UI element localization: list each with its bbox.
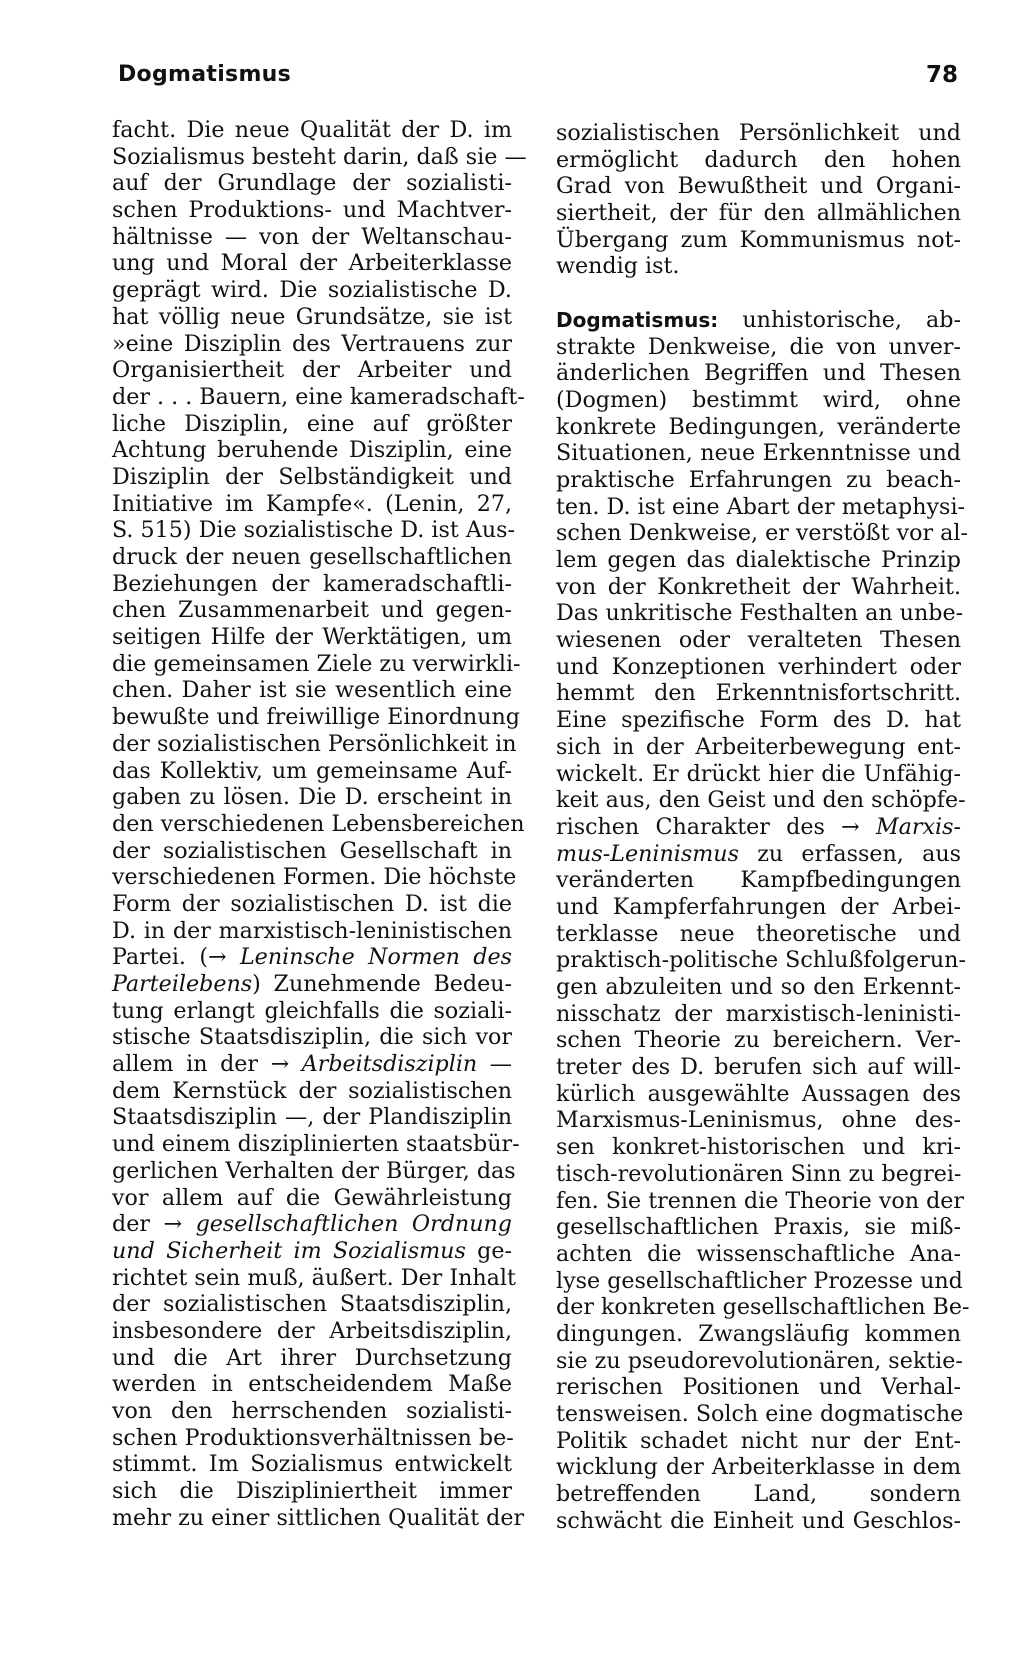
text-line: dem Kernstück der sozialistischen <box>112 1077 512 1104</box>
text-line: betreffenden Land, sondern <box>556 1481 961 1508</box>
text-line <box>112 1238 512 1265</box>
cross-reference-link[interactable]: und Sicherheit im Sozialismus <box>112 1237 466 1264</box>
text-line <box>556 841 961 868</box>
text-line: praktische Erfahrungen zu beach- <box>556 466 961 493</box>
text-line: tensweisen. Solch eine dogmatische <box>556 1401 964 1427</box>
text-line: insbesondere der Arbeitsdisziplin, <box>112 1317 512 1344</box>
text-line: der konkreten gesellschaftlichen Be- <box>556 1294 970 1321</box>
text-line: gesellschaftlichen Praxis, sie miß- <box>556 1214 961 1241</box>
text-line: Das unkritische Festhalten an unbe- <box>556 600 964 627</box>
text-line: Marxismus-Leninismus, ohne des- <box>556 1107 961 1134</box>
text-line: und Kampferfahrungen der Arbei- <box>556 893 961 920</box>
text-line: ten. D. ist eine Abart der metaphysi- <box>556 493 966 520</box>
text-line: siertheit, der für den allmählichen <box>556 200 961 227</box>
text-line: wiesenen oder veralteten Thesen <box>556 627 961 654</box>
text-line: Grad von Bewußtheit und Organi- <box>556 173 961 200</box>
cross-reference-link[interactable]: mus-Leninismus <box>556 840 739 867</box>
text-line: die gemeinsamen Ziele zu verwirkli- <box>112 650 521 677</box>
text-line: das Kollektiv, um gemeinsame Auf- <box>112 757 512 784</box>
text-line: schen Theorie zu bereichern. Ver- <box>556 1027 961 1054</box>
text-line: fen. Sie trennen die Theorie von der <box>556 1187 965 1214</box>
text-line: chen Zusammenarbeit und gegen- <box>112 597 512 624</box>
text-line: schwächt die Einheit und Geschlos- <box>556 1507 961 1534</box>
text-line: werden in entscheidendem Maße <box>112 1371 512 1398</box>
text-line: wickelt. Er drückt hier die Unfähig- <box>556 760 961 787</box>
text-line: Sozialismus besteht darin, daß sie — <box>112 143 527 170</box>
running-head-title: Dogmatismus <box>118 62 292 87</box>
text-line: Übergang zum Kommunismus not- <box>556 226 961 253</box>
text-line: lem gegen das dialektische Prinzip <box>556 547 961 573</box>
text-line: seitigen Hilfe der Werktätigen, um <box>112 624 512 651</box>
text-segment: der <box>112 1211 150 1238</box>
text-line: sich die Diszipliniertheit immer <box>112 1478 512 1505</box>
text-line: D. in der marxistisch-leninistischen <box>112 917 512 944</box>
text-line: verschiedenen Formen. Die höchste <box>112 864 517 891</box>
text-line: Form der sozialistischen D. ist die <box>112 890 512 917</box>
paragraph-gap <box>556 280 961 307</box>
text-line: der . . . Bauern, eine kameradschaft- <box>112 383 525 410</box>
text-segment: rischen Charakter des <box>556 813 825 840</box>
text-line: schen Denkweise, er verstößt vor al- <box>556 520 968 547</box>
text-line: praktisch-politische Schlußfolgerun- <box>556 947 966 974</box>
cross-reference-link[interactable]: Leninsche Normen des <box>239 944 513 971</box>
text-line: Beziehungen der kameradschaftli- <box>112 570 512 597</box>
text-segment: unhistorische, ab- <box>742 306 961 333</box>
text-line: gen abzuleiten und so den Erkennt- <box>556 974 961 1000</box>
entry-first-line <box>556 307 961 334</box>
text-line: Disziplin der Selbständigkeit und <box>112 463 512 490</box>
text-line: mehr zu einer sittlichen Qualität der <box>112 1504 525 1531</box>
right-column <box>556 120 970 1534</box>
text-line: terklasse neue theoretische und <box>556 920 961 947</box>
text-line: Organisiertheit der Arbeiter und <box>112 357 512 384</box>
page-number: 78 <box>925 62 958 88</box>
text-line: Achtung beruhende Disziplin, eine <box>112 437 512 464</box>
text-line: keit aus, den Geist und den schöpfe- <box>556 787 966 814</box>
text-line: nisschatz der marxistisch-leninisti- <box>556 1000 961 1027</box>
text-line: chen. Daher ist sie wesentlich eine <box>112 677 512 704</box>
text-line: sen konkret-historischen und kri- <box>556 1134 961 1161</box>
text-line: rerischen Positionen und Verhal- <box>556 1374 961 1401</box>
text-line: wicklung der Arbeiterklasse in dem <box>556 1454 961 1481</box>
text-segment: ge- <box>477 1237 512 1264</box>
text-line: und Konzeptionen verhindert oder <box>556 653 961 680</box>
text-line <box>556 814 961 841</box>
text-line: der sozialistischen Staatsdisziplin, <box>112 1291 512 1318</box>
text-line: gaben zu lösen. Die D. erscheint in <box>112 784 512 811</box>
text-line: lyse gesellschaftlicher Prozesse und <box>556 1267 963 1294</box>
entry-headword: Dogmatismus: <box>556 307 719 332</box>
text-line: S. 515) Die sozialistische D. ist Aus- <box>112 517 516 544</box>
cross-reference-link[interactable]: gesellschaftlichen Ordnung <box>195 1211 512 1238</box>
text-line: stische Staatsdisziplin, die sich vor <box>112 1024 512 1051</box>
text-segment: — <box>489 1051 512 1078</box>
text-line: dingungen. Zwangsläufig kommen <box>556 1320 961 1347</box>
text-line: sie zu pseudorevolutionären, sektie- <box>556 1347 963 1374</box>
left-column <box>112 117 527 1531</box>
text-line: Staatsdisziplin —, der Plandisziplin <box>112 1104 512 1131</box>
text-line: facht. Die neue Qualität der D. im <box>112 117 512 143</box>
cross-reference-link[interactable]: Parteilebens <box>112 971 253 997</box>
text-line: Situationen, neue Erkenntnisse und <box>556 440 961 467</box>
text-line: von der Konkretheit der Wahrheit. <box>556 573 961 600</box>
text-line: gerlichen Verhalten der Bürger, das <box>112 1157 516 1184</box>
text-line: den verschiedenen Lebensbereichen <box>112 810 525 837</box>
text-line: Initiative im Kampfe«. (Lenin, 27, <box>112 490 512 517</box>
text-line <box>112 1051 512 1078</box>
text-line: Politik schadet nicht nur der Ent- <box>556 1427 961 1454</box>
text-line <box>112 1211 512 1238</box>
text-line: hältnisse — von der Weltanschau- <box>112 223 512 250</box>
text-line: konkrete Bedingungen, veränderte <box>556 413 961 440</box>
text-segment: ) Zunehmende Bedeu- <box>252 971 512 997</box>
text-line: richtet sein muß, äußert. Der Inhalt <box>112 1264 516 1291</box>
arrow-icon: → <box>270 1051 290 1078</box>
text-line: (Dogmen) bestimmt wird, ohne <box>556 386 961 413</box>
running-header <box>118 62 958 98</box>
text-line: hemmt den Erkenntnisfortschritt. <box>556 680 961 707</box>
text-line: ung und Moral der Arbeiterklasse <box>112 250 512 277</box>
text-segment: Partei. ( <box>112 944 208 971</box>
cross-reference-link[interactable]: Arbeitsdisziplin <box>301 1051 478 1078</box>
text-line: der sozialistischen Gesellschaft in <box>112 837 512 864</box>
text-line: stimmt. Im Sozialismus entwickelt <box>112 1451 512 1478</box>
text-line: geprägt wird. Die sozialistische D. <box>112 277 512 304</box>
text-line: Eine spezifische Form des D. hat <box>556 707 961 734</box>
text-line: achten die wissenschaftliche Ana- <box>556 1240 961 1267</box>
text-line: wendig ist. <box>556 253 680 280</box>
text-line: der sozialistischen Persönlichkeit in <box>112 730 517 757</box>
arrow-icon: → <box>841 813 860 840</box>
arrow-icon: → <box>207 944 227 971</box>
text-line: hat völlig neue Grundsätze, sie ist <box>112 303 512 330</box>
text-segment: allem in der <box>112 1051 259 1078</box>
text-line: und einem disziplinierten staatsbür- <box>112 1131 520 1158</box>
text-line <box>112 971 512 998</box>
text-line: kürlich ausgewählte Aussagen des <box>556 1080 961 1107</box>
text-line: und die Art ihrer Durchsetzung <box>112 1344 512 1371</box>
text-line: änderlichen Begriffen und Thesen <box>556 360 961 387</box>
text-segment: zu erfassen, aus <box>757 840 961 867</box>
text-line: sozialistischen Persönlichkeit und <box>556 120 961 146</box>
text-line: vor allem auf die Gewährleistung <box>112 1184 512 1211</box>
text-line: veränderten Kampfbedingungen <box>556 867 961 894</box>
text-line: bewußte und freiwillige Einordnung <box>112 704 520 731</box>
text-line <box>112 944 512 971</box>
arrow-icon: → <box>163 1211 183 1238</box>
text-line: auf der Grundlage der sozialisti- <box>112 170 512 197</box>
text-line: sich in der Arbeiterbewegung ent- <box>556 733 961 760</box>
text-line: druck der neuen gesellschaftlichen <box>112 544 512 570</box>
text-line: treter des D. berufen sich auf will- <box>556 1054 961 1081</box>
text-line: ermöglicht dadurch den hohen <box>556 146 961 173</box>
text-line: »eine Disziplin des Vertrauens zur <box>112 330 512 357</box>
text-line: tung erlangt gleichfalls die soziali- <box>112 997 512 1024</box>
text-line: schen Produktionsverhältnissen be- <box>112 1424 514 1451</box>
text-line: strakte Denkweise, die von unver- <box>556 333 961 360</box>
text-line: tisch-revolutionären Sinn zu begrei- <box>556 1160 962 1187</box>
text-line: schen Produktions- und Machtver- <box>112 197 512 224</box>
text-line: von den herrschenden sozialisti- <box>112 1398 512 1424</box>
text-line: liche Disziplin, eine auf größter <box>112 410 512 437</box>
cross-reference-link[interactable]: Marxis- <box>875 813 961 840</box>
